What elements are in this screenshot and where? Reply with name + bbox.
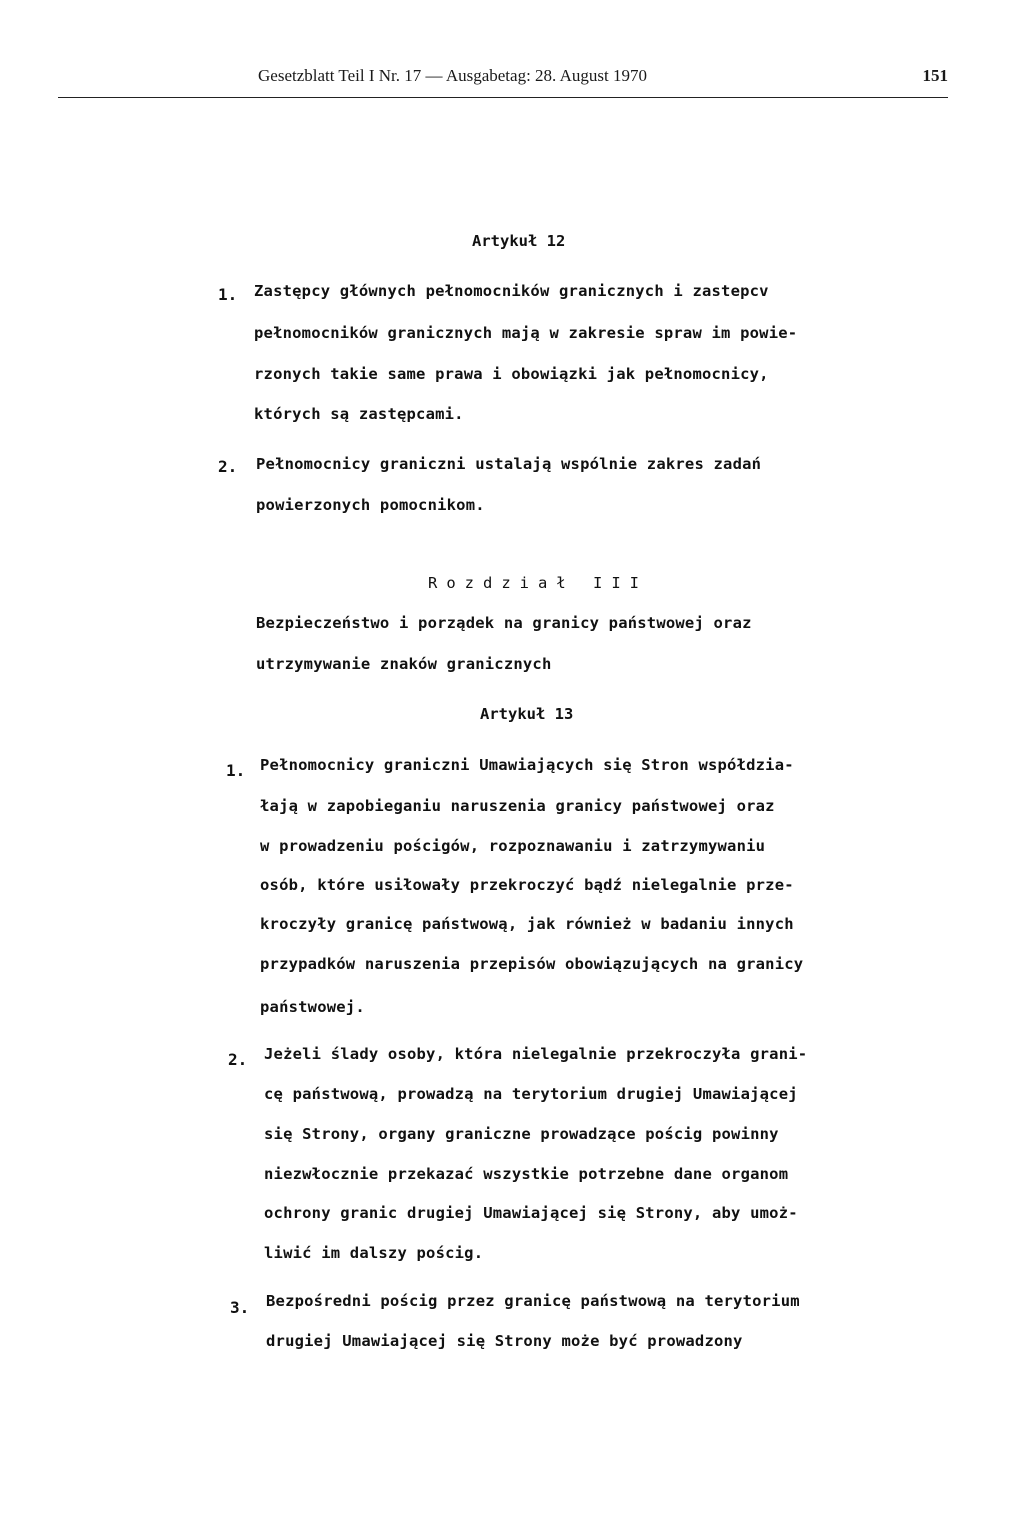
article-13-item-1-line-6: przypadków naruszenia przepisów obowiązujących na granicy — [260, 955, 804, 973]
article-13-item-2-line-5: ochrony granic drugiej Umawiającej się Strony, aby umoż- — [264, 1204, 798, 1222]
article-13-item-2-line-2: cę państwową, prowadzą na terytorium drugiej Umawiającej — [264, 1085, 798, 1103]
article-13-item-1-line-2: łają w zapobieganiu naruszenia granicy państwowej oraz — [260, 797, 775, 815]
article-13-item-1-line-3: w prowadzeniu pościgów, rozpoznawaniu i zatrzymywaniu — [260, 837, 766, 855]
article-12-item-1-number: 1. — [218, 285, 238, 304]
header-title: Gesetzblatt Teil I Nr. 17 — Ausgabetag: 28. August 1970 — [258, 66, 647, 85]
article-13-heading: Artykuł 13 — [480, 705, 574, 723]
article-13-item-2-line-1: Jeżeli ślady osoby, która nielegalnie przekroczyła grani- — [264, 1045, 808, 1063]
article-13-item-1-line-1: Pełnomocnicy graniczni Umawiających się Stron współdzia- — [260, 756, 794, 774]
article-13-item-1-line-4: osób, które usiłowały przekroczyć bądź nielegalnie prze- — [260, 876, 794, 894]
article-13-item-1-number: 1. — [226, 761, 246, 780]
article-13-item-1-line-7: państwowej. — [260, 998, 365, 1016]
article-13-item-2-line-6: liwić im dalszy pościg. — [264, 1244, 484, 1262]
article-12-item-1-line-4: których są zastępcami. — [254, 405, 464, 423]
article-13-item-3-line-1: Bezpośredni pościg przez granicę państwową na terytorium — [266, 1292, 800, 1310]
page-header — [258, 66, 948, 86]
article-12-item-1-line-3: rzonych takie same prawa i obowiązki jak pełnomocnicy, — [254, 365, 769, 383]
chapter-3-heading: Rozdział III — [428, 574, 648, 592]
article-13-item-1-line-5: kroczyły granicę państwową, jak również w badaniu innych — [260, 915, 794, 933]
article-13-item-3-number: 3. — [230, 1298, 250, 1317]
article-12-item-2-number: 2. — [218, 457, 238, 476]
article-12-item-1-line-2: pełnomocników granicznych mają w zakresie spraw im powie- — [254, 324, 798, 342]
article-13-item-2-line-4: niezwłocznie przekazać wszystkie potrzebne dane organom — [264, 1165, 789, 1183]
header-rule — [58, 97, 948, 98]
chapter-3-title-line-1: Bezpieczeństwo i porządek na granicy państwowej oraz — [256, 614, 752, 632]
page-number: 151 — [922, 66, 948, 85]
article-12-item-2-line-2: powierzonych pomocnikom. — [256, 496, 485, 514]
article-12-heading: Artykuł 12 — [472, 232, 566, 250]
chapter-3-title-line-2: utrzymywanie znaków granicznych — [256, 655, 552, 673]
article-13-item-2-line-3: się Strony, organy graniczne prowadzące pościg powinny — [264, 1125, 779, 1143]
article-13-item-3-line-2: drugiej Umawiającej się Strony może być prowadzony — [266, 1332, 743, 1350]
article-12-item-2-line-1: Pełnomocnicy graniczni ustalają wspólnie zakres zadań — [256, 455, 762, 473]
article-12-item-1-line-1: Zastępcy głównych pełnomocników granicznych i zastepcv — [254, 282, 769, 300]
article-13-item-2-number: 2. — [228, 1050, 248, 1069]
